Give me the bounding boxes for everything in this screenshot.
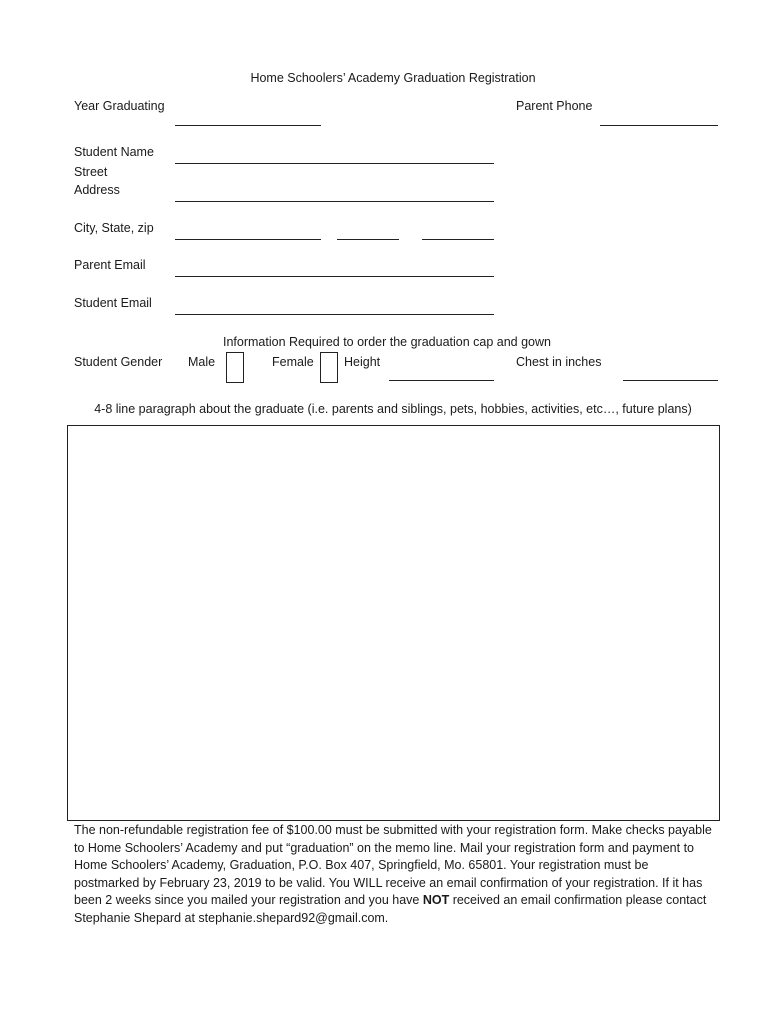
female-checkbox[interactable] (320, 352, 338, 383)
city-field[interactable] (175, 239, 321, 240)
male-checkbox[interactable] (226, 352, 244, 383)
state-field[interactable] (337, 239, 399, 240)
city-state-zip-label: City, State, zip (74, 221, 154, 235)
form-title: Home Schoolers’ Academy Graduation Registration (250, 71, 536, 85)
student-gender-label: Student Gender (74, 355, 163, 369)
chest-label: Chest in inches (516, 355, 602, 369)
parent-email-field[interactable] (175, 276, 494, 277)
height-label: Height (344, 355, 381, 369)
notice-text-part2: received an email confirmation please contact Stephanie Shepard at stephanie.shepard92@gmail.com. (74, 893, 707, 925)
registration-fee-notice (74, 822, 714, 927)
street-address-field[interactable] (175, 201, 494, 202)
street-label: Street (74, 165, 108, 179)
notice-text-bold: NOT (422, 893, 450, 907)
parent-phone-label: Parent Phone (516, 99, 593, 113)
student-name-label: Student Name (74, 145, 154, 159)
female-label: Female (272, 355, 314, 369)
year-graduating-label: Year Graduating (74, 99, 165, 113)
graduate-paragraph-textarea[interactable] (67, 425, 720, 821)
address-label: Address (74, 183, 120, 197)
zip-field[interactable] (422, 239, 494, 240)
parent-phone-field[interactable] (600, 125, 718, 126)
student-name-field[interactable] (175, 163, 494, 164)
paragraph-instruction: 4-8 line paragraph about the graduate (i.e. parents and siblings, pets, hobbies, activities, etc…, future plans) (94, 402, 692, 416)
student-email-label: Student Email (74, 296, 152, 310)
parent-email-label: Parent Email (74, 258, 146, 272)
height-field[interactable] (389, 380, 494, 381)
chest-field[interactable] (623, 380, 718, 381)
year-graduating-field[interactable] (175, 125, 321, 126)
student-email-field[interactable] (175, 314, 494, 315)
cap-gown-info: Information Required to order the graduation cap and gown (223, 335, 551, 349)
notice-text-part1: The non-refundable registration fee of $100.00 must be submitted with your registration form. Make checks payable to Home Schoolers’ Academy and put “graduation” on the memo line. Mail your registration form and payment to Home Schoolers’ Academy, Graduation, P.O. Box 407, Springfield, Mo. 65801. Your registration must be postmarked by February 23, 2019 to be valid. You WILL receive an email confirmation of your registration. If it has been 2 weeks since you mailed your registration and you have (74, 823, 712, 907)
male-label: Male (188, 355, 216, 369)
